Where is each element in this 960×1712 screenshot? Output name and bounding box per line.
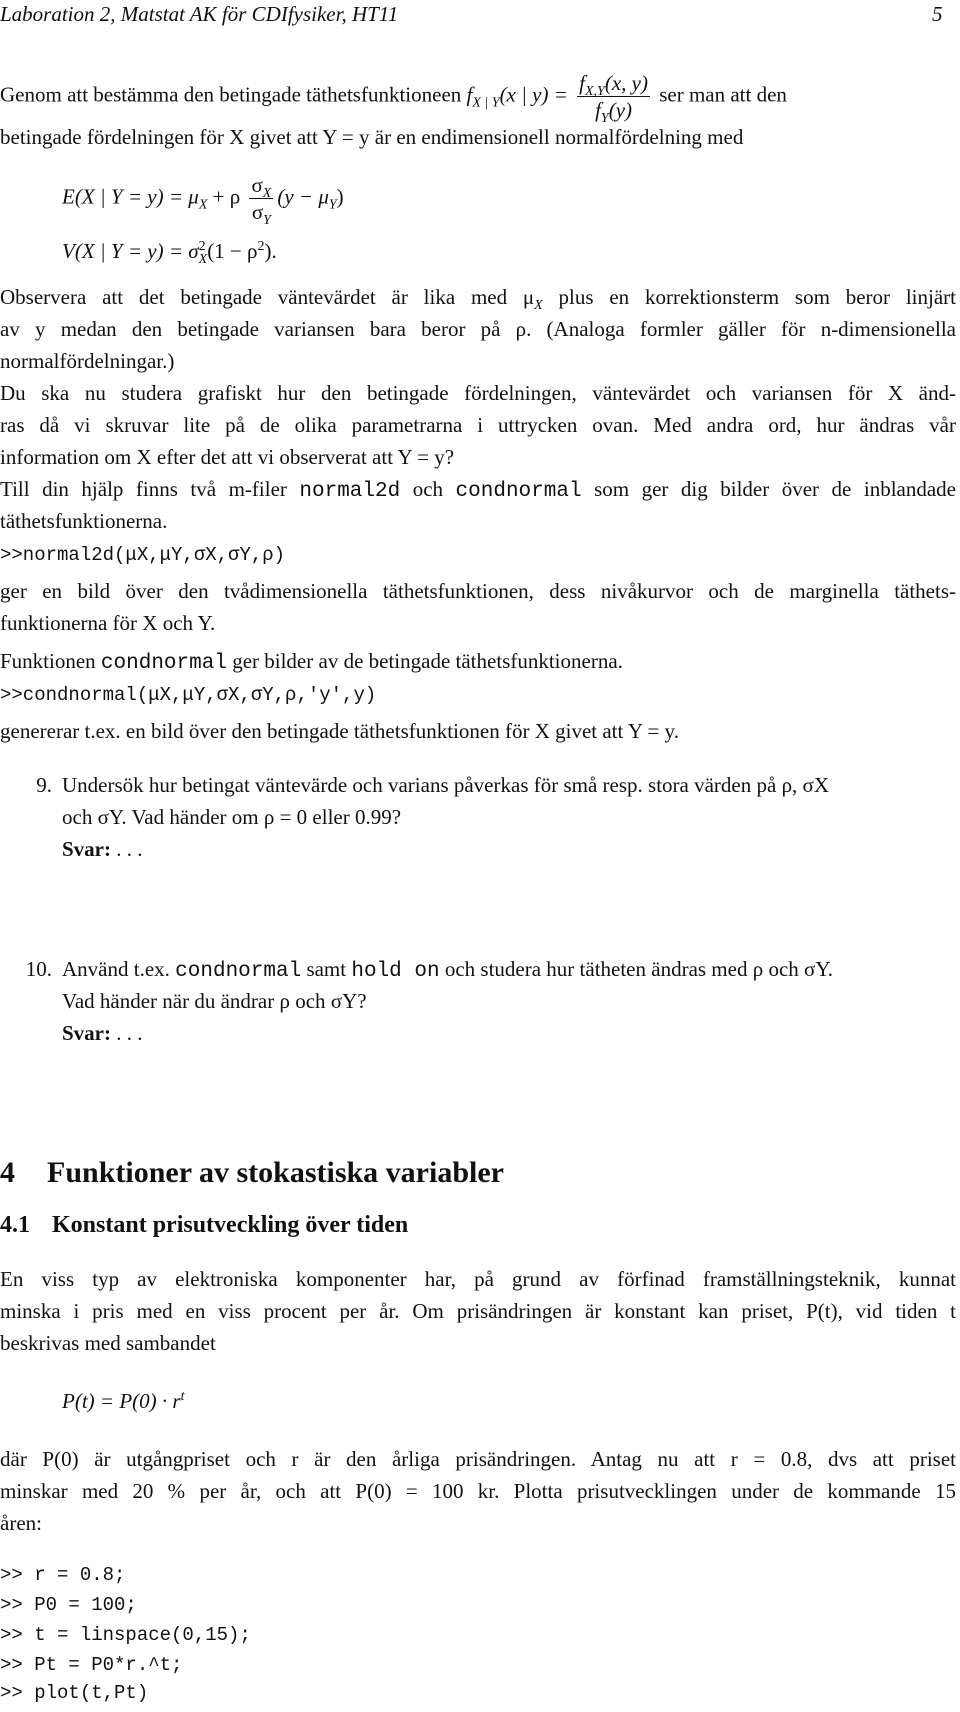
task-10-answer: Svar: . . . <box>62 1021 143 1045</box>
paragraph-observation-line-3: normalfördelningar.) <box>0 349 175 373</box>
subsection-heading-4-1: 4.1 Konstant prisutveckling över tiden <box>0 1212 409 1238</box>
command-normal2d: >>normal2d(μX,μY,σX,σY,ρ) <box>0 544 286 566</box>
equation-price: $P(t) = P(0) \cdot r^t$ <box>62 1389 185 1413</box>
intro-line-2: betingade fördelningen för X givet att Y = y är en endimensionell normalfördelning med <box>0 125 744 149</box>
task-9-line-2: och σY. Vad händer om ρ = 0 eller 0.99? <box>62 805 402 829</box>
paragraph-task-intro-line-2: ras då vi skruvar lite på de olika parametrarna i uttrycken ovan. Med andra ord, hur ändras vår <box>0 413 956 437</box>
code-line: >> Pt = P0*r.^t; <box>0 1654 183 1676</box>
running-header-title: Laboration 2, Matstat AK för CDIfysiker, HT11 <box>0 2 399 26</box>
page-number: 5 <box>932 2 943 26</box>
code-line: >> plot(t,Pt) <box>0 1682 149 1704</box>
conditional-density-fraction: $\frac{f_{X,Y}(x, y)}{f_Y(y)}$ <box>579 71 648 127</box>
equation-conditional-mean: E(X | $Y = y) = \mu_X + \rho$ $\frac{\sigma_X}{\sigma_Y}$ $(y - \mu_Y)$ <box>62 173 344 229</box>
paragraph-mfiles-line-2: täthetsfunktionerna. <box>0 509 168 533</box>
paragraph-normal2d-line-1: ger en bild över den tvådimensionella täthetsfunktionen, dess nivåkurvor och de marginella täthets- <box>0 579 956 603</box>
code-line: >> t = linspace(0,15); <box>0 1624 251 1646</box>
paragraph-observation-line-1: Observera att det betingade väntevärdet är lika med $\mu_X$ plus en korrektionsterm som beror linjärt <box>0 285 956 314</box>
task-10-line-2: Vad händer när du ändrar ρ och σY? <box>62 989 367 1013</box>
paragraph-price-line-2: minska i pris med en viss procent per år. Om prisändringen är konstant kan priset, P(t), vid tiden t <box>0 1299 956 1323</box>
paragraph-task-intro-line-1: Du ska nu studera grafiskt hur den betingade fördelningen, väntevärdet och variansen för X änd- <box>0 381 956 405</box>
paragraph-condnormal: Funktionen condnormal ger bilder av de betingade täthetsfunktionerna. <box>0 649 623 675</box>
section-heading-4: 4 Funktioner av stokastiska variabler <box>0 1156 504 1189</box>
paragraph-observation-line-2: av y medan den betingade variansen bara beror på ρ. (Analoga formler gäller för n-dimensionella <box>0 317 956 341</box>
paragraph-mfiles-line-1: Till din hjälp finns två m-filer normal2d och condnormal som ger dig bilder över de inblandade <box>0 477 956 503</box>
command-condnormal: >>condnormal(μX,μY,σX,σY,ρ,'y',y) <box>0 684 377 706</box>
paragraph-assumption-line-2: minskar med 20 % per år, och att P(0) = 100 kr. Plotta prisutvecklingen under de kommande 15 <box>0 1479 956 1503</box>
task-9-answer: Svar: . . . <box>62 837 143 861</box>
paragraph-task-intro-line-3: information om X efter det att vi observerat att Y = y? <box>0 445 455 469</box>
paragraph-price-line-3: beskrivas med sambandet <box>0 1331 216 1355</box>
paragraph-price-line-1: En viss typ av elektroniska komponenter har, på grund av förfinad framställningsteknik, kunnat <box>0 1267 956 1291</box>
intro-line-1: Genom att bestämma den betingade täthetsfunktioneen $f_{X | Y}(x$ | y) = $\frac{f_{X,Y}(x, y)}{f_Y(y)}$ ser man att den <box>0 71 787 127</box>
paragraph-condnormal-result: genererar t.ex. en bild över den betingade täthetsfunktionen för X givet att Y = y. <box>0 719 679 743</box>
code-line: >> P0 = 100; <box>0 1594 137 1616</box>
equation-conditional-variance: V(X | $Y = y) = \sigma^2_X(1 - \rho^2)$. <box>62 239 277 268</box>
task-10-line-1: 10. Använd t.ex. condnormal samt hold on och studera hur tätheten ändras med ρ och σY. <box>25 957 834 983</box>
task-9-line-1: 9. Undersök hur betingat väntevärde och varians påverkas för små resp. stora värden på ρ, σX <box>36 773 830 797</box>
paragraph-normal2d-line-2: funktionerna för X och Y. <box>0 611 216 635</box>
code-line: >> r = 0.8; <box>0 1564 126 1586</box>
paragraph-assumption-line-3: åren: <box>0 1511 42 1535</box>
paragraph-assumption-line-1: där P(0) är utgångpriset och r är den årliga prisändringen. Antag nu att r = 0.8, dvs att priset <box>0 1447 956 1471</box>
